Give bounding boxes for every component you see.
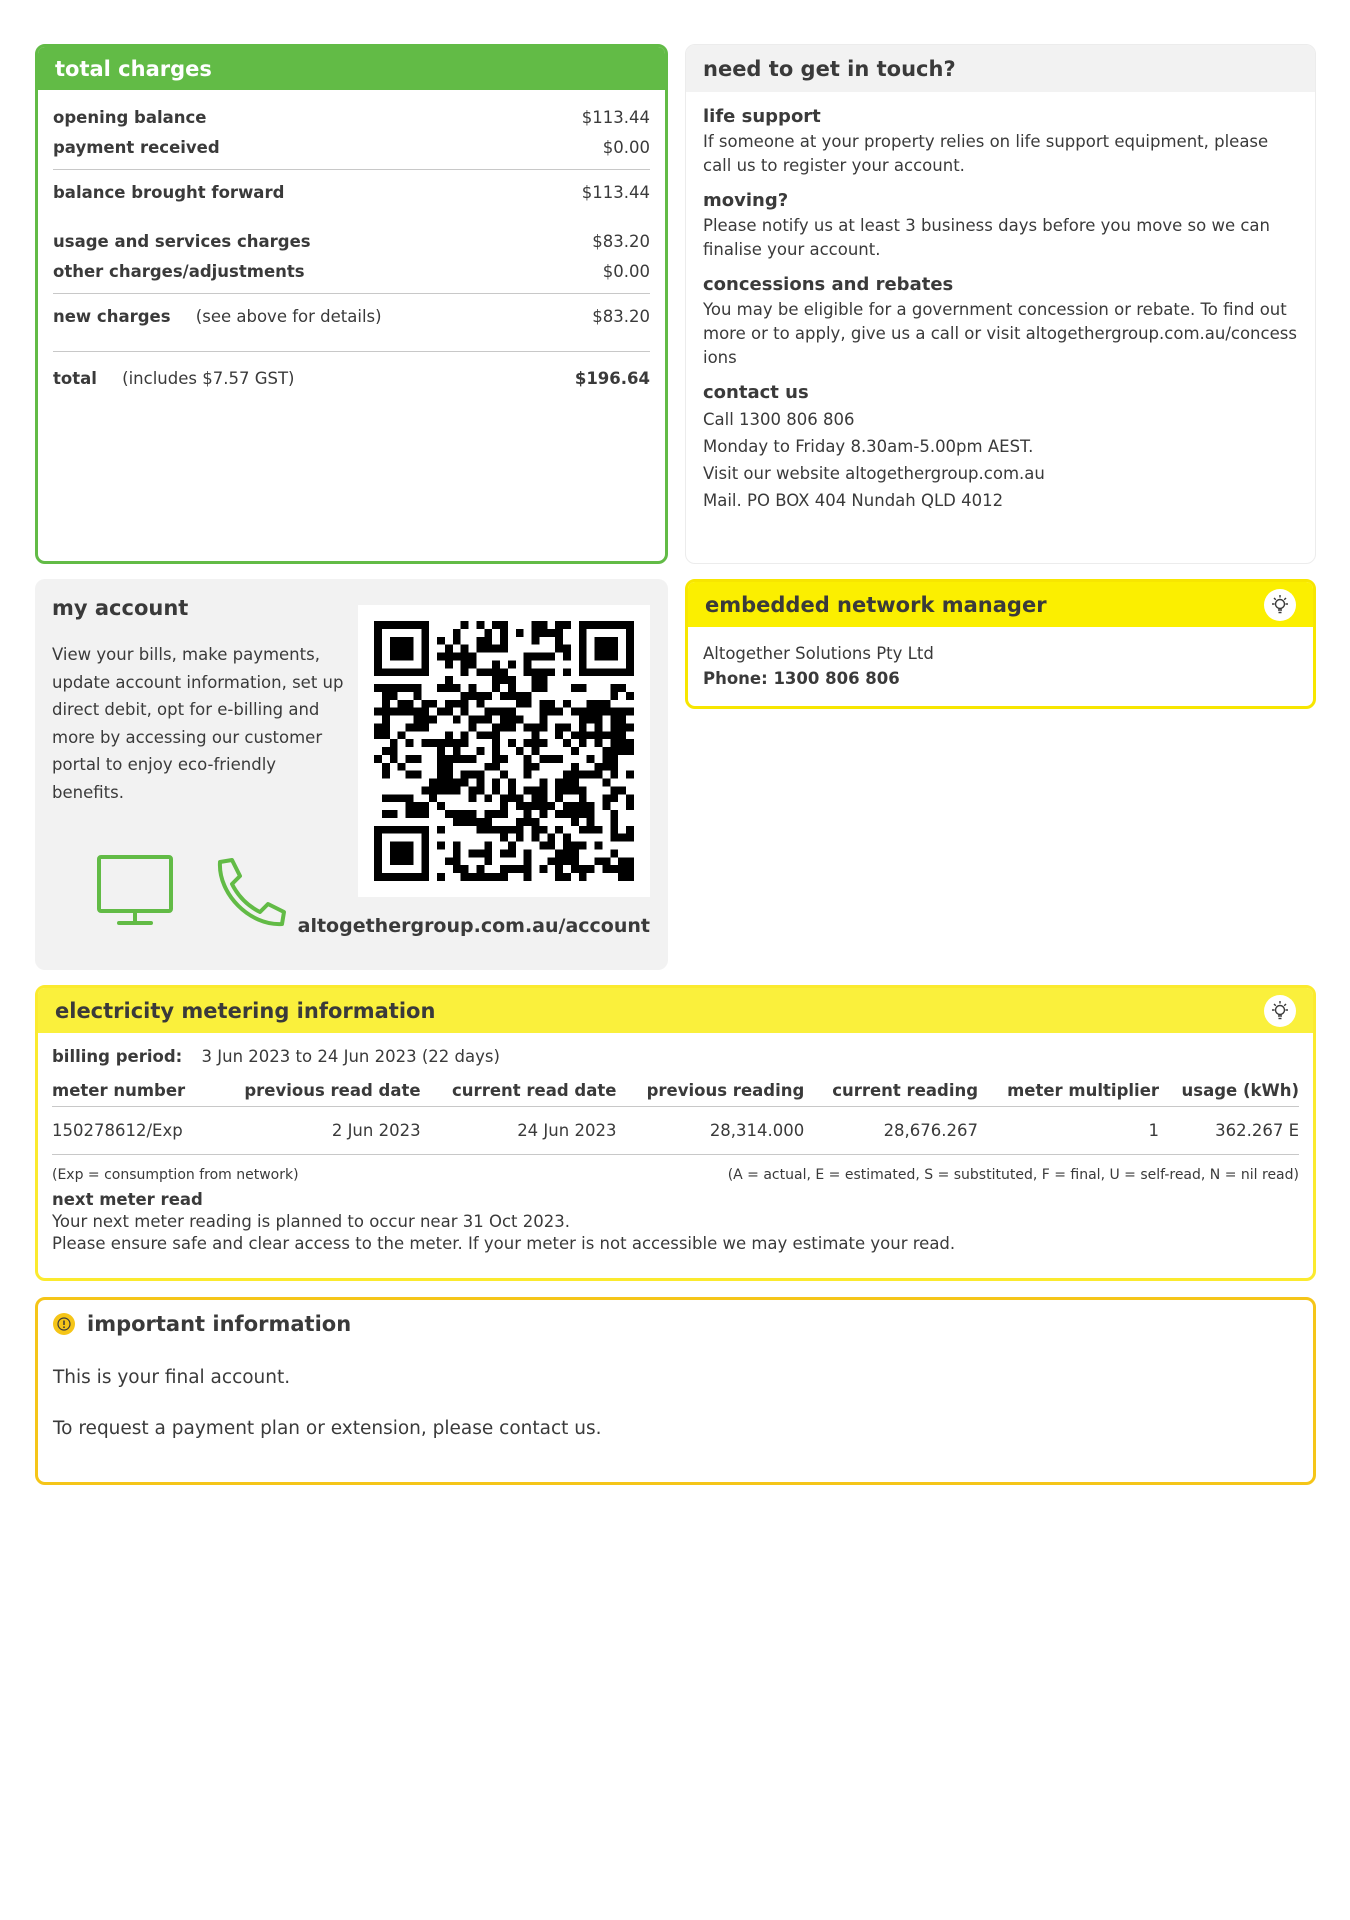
col-previous-reading: previous reading	[616, 1077, 804, 1107]
phone-icon	[210, 856, 288, 928]
charge-amount: $0.00	[602, 261, 650, 281]
charge-row-payment-received	[53, 132, 650, 162]
col-current-reading: current reading	[804, 1077, 978, 1107]
col-current-read-date: current read date	[421, 1077, 617, 1107]
charge-label-group	[53, 307, 382, 326]
cell-usage: 362.267 E	[1159, 1107, 1299, 1155]
cell-previous-read-date: 2 Jun 2023	[211, 1107, 421, 1155]
metering-card	[35, 985, 1316, 1281]
my-account-title: my account	[52, 596, 189, 620]
billing-period-label: billing period:	[52, 1047, 183, 1066]
enm-title: embedded network manager	[705, 592, 1047, 617]
charge-label: balance brought forward	[53, 182, 285, 202]
life-support-text: If someone at your property relies on life support equipment, please call us to register your account.	[703, 132, 1269, 175]
life-support-heading: life support	[703, 106, 821, 127]
charge-row-total	[53, 363, 650, 393]
col-previous-read-date: previous read date	[211, 1077, 421, 1107]
moving-text: Please notify us at least 3 business days before you move so we can finalise your account.	[703, 216, 1271, 259]
important-header	[38, 1300, 1313, 1348]
concessions-heading: concessions and rebates	[703, 274, 954, 295]
charge-row-opening-balance	[53, 102, 650, 132]
metering-header	[38, 988, 1313, 1033]
lightbulb-icon	[1264, 589, 1296, 621]
contact-heading: contact us	[703, 382, 809, 403]
charge-label: new charges	[53, 306, 171, 326]
total-charges-card	[35, 44, 668, 564]
important-information-card	[35, 1297, 1316, 1485]
next-read-access: Please ensure safe and clear access to the meter. If your meter is not accessible we may estimate your read.	[52, 1234, 956, 1253]
divider	[53, 169, 650, 170]
embedded-network-manager-card	[685, 579, 1316, 709]
divider	[53, 351, 650, 352]
payment-plan-text: To request a payment plan or extension, please contact us.	[53, 1418, 602, 1439]
next-meter-read	[52, 1189, 1299, 1255]
charge-row-usage-services	[53, 226, 650, 256]
warning-icon	[53, 1313, 75, 1335]
contact-mail: Mail. PO BOX 404 Nundah QLD 4012	[703, 491, 1004, 510]
total-label: total	[53, 368, 97, 388]
concessions-text: You may be eligible for a government concession or rebate. To find out more or to apply, give us a call or visit altogethergroup.com.au/concessions	[703, 300, 1297, 367]
cell-meter-number: 150278612/Exp	[52, 1107, 211, 1155]
lightbulb-icon	[1264, 995, 1296, 1027]
charge-amount: $113.44	[581, 107, 650, 127]
metering-title: electricity metering information	[55, 998, 436, 1023]
next-read-date: Your next meter reading is planned to occur near 31 Oct 2023.	[52, 1212, 570, 1231]
col-meter-number: meter number	[52, 1077, 211, 1107]
charge-row-other-charges	[53, 256, 650, 286]
qr-code-graphic	[374, 621, 634, 881]
col-usage: usage (kWh)	[1159, 1077, 1299, 1107]
contact-phone: Call 1300 806 806	[703, 410, 855, 429]
exp-note: (Exp = consumption from network)	[52, 1167, 299, 1183]
total-charges-title: total charges	[38, 47, 665, 90]
my-account-card	[35, 579, 668, 970]
charge-label: other charges/adjustments	[53, 261, 305, 281]
next-read-label: next meter read	[52, 1190, 203, 1209]
charge-row-new-charges	[53, 301, 650, 331]
charge-label: usage and services charges	[53, 231, 311, 251]
table-row	[52, 1107, 1299, 1155]
col-meter-multiplier: meter multiplier	[978, 1077, 1159, 1107]
cell-current-read-date: 24 Jun 2023	[421, 1107, 617, 1155]
enm-phone: Phone: 1300 806 806	[703, 669, 900, 688]
charge-amount: $0.00	[602, 137, 650, 157]
charge-label: payment received	[53, 137, 220, 157]
cell-previous-reading: 28,314.000	[616, 1107, 804, 1155]
charge-amount: $83.20	[592, 306, 650, 326]
qr-code[interactable]	[358, 605, 650, 897]
charge-amount: $83.20	[592, 231, 650, 251]
total-amount: $196.64	[574, 368, 650, 388]
contact-website[interactable]: Visit our website altogethergroup.com.au	[703, 464, 1045, 483]
charge-row-balance-brought-forward	[53, 177, 650, 207]
final-account-text: This is your final account.	[53, 1367, 291, 1388]
read-type-legend: (A = actual, E = estimated, S = substituted, F = final, U = self-read, N = nil read)	[727, 1167, 1299, 1183]
moving-heading: moving?	[703, 190, 789, 211]
meter-notes	[52, 1167, 1299, 1183]
charge-label: opening balance	[53, 107, 207, 127]
account-portal-link[interactable]: altogethergroup.com.au/account	[297, 915, 650, 937]
billing-period-value: 3 Jun 2023 to 24 Jun 2023 (22 days)	[201, 1047, 500, 1066]
meter-table-header	[52, 1077, 1299, 1107]
get-in-touch-title: need to get in touch?	[686, 45, 1315, 92]
gst-note: (includes $7.57 GST)	[122, 368, 295, 388]
charge-label-group	[53, 369, 294, 388]
meter-table	[52, 1077, 1299, 1155]
enm-company: Altogether Solutions Pty Ltd	[703, 644, 934, 663]
my-account-description: View your bills, make payments, update account information, set up direct debit, opt for e-billing and more by accessing our customer portal to enjoy eco-friendly benefits.	[52, 645, 344, 802]
cell-current-reading: 28,676.267	[804, 1107, 978, 1155]
contact-hours: Monday to Friday 8.30am-5.00pm AEST.	[703, 437, 1034, 456]
charge-amount: $113.44	[581, 182, 650, 202]
divider	[53, 293, 650, 294]
enm-header	[688, 582, 1313, 627]
monitor-icon	[95, 854, 175, 930]
important-title: important information	[87, 1312, 352, 1336]
charge-note: (see above for details)	[195, 306, 382, 326]
billing-period	[52, 1047, 1299, 1073]
cell-meter-multiplier: 1	[978, 1107, 1159, 1155]
get-in-touch-card	[685, 44, 1316, 564]
